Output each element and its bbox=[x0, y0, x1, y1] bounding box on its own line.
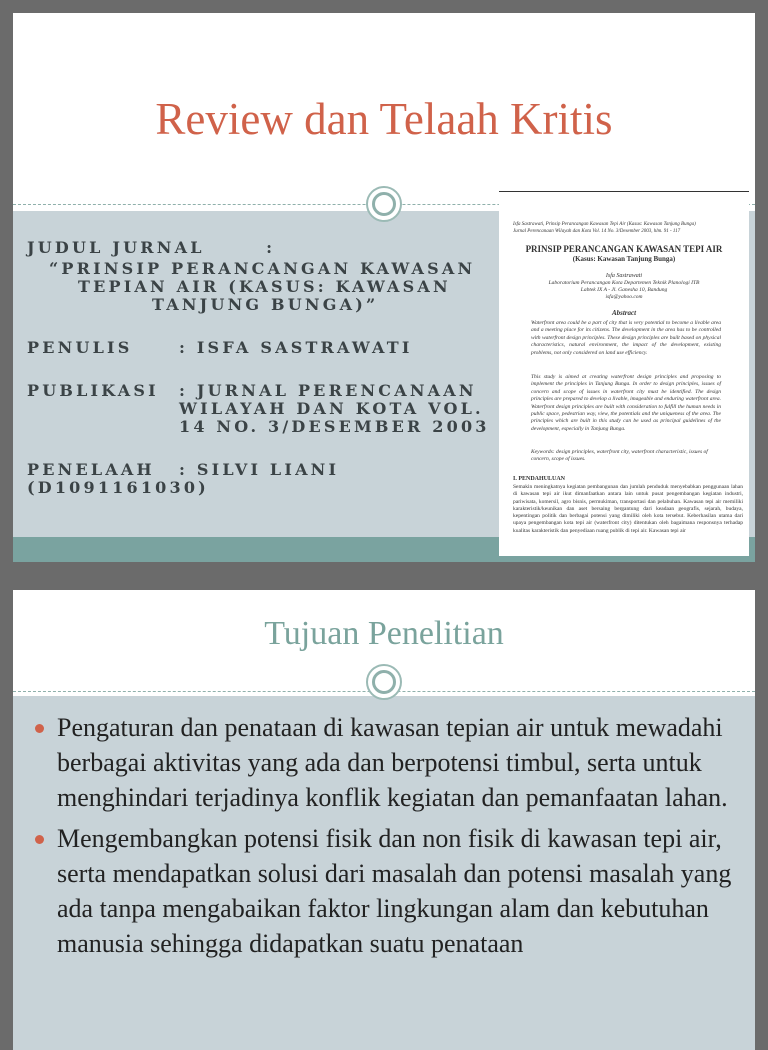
slide-title: Review dan Telaah Kritis bbox=[155, 94, 613, 144]
slide-tujuan-penelitian bbox=[13, 590, 755, 1050]
publikasi-line-2: WILAYAH DAN KOTA VOL. bbox=[179, 399, 484, 418]
bullet-item bbox=[29, 710, 749, 815]
bullet-dot-icon bbox=[35, 724, 44, 733]
paper-title: PRINSIP PERANCANGAN KAWASAN TEPI AIR bbox=[525, 244, 723, 254]
paper-body-text: Semakin meningkatnya kegiatan pembangunan dan jumlah penduduk menyebabkan penggunaan lahan di kawasan tepi air ikut dimanfaatkan antara lain untuk pusat pengembangan kegiatan industri, pariwisata, komersil, agro bisnis, permukiman, transportasi dan pelabuhan. Kawasan tepi air memiliki karakteristik/keunikan dan aset bersaing bergantung dari keadaan geografis, sejarah, budaya, kepentingan politik dan berbagai potensi yang dimiliki oleh kota tersebut. Keberhasilan utama dari upaya pengembangan kota tepi air (waterfront city) ditentukan oleh bagaimana responsnya terhadap kualitas karakteristik dan penyediaan ruang publik di tepi air. Kawasan tepi air bbox=[513, 484, 743, 534]
paper-author: Isfa Sastrawati bbox=[605, 273, 643, 279]
slide-title: Tujuan Penelitian bbox=[264, 615, 504, 652]
judul-label: JUDUL JURNAL : bbox=[27, 238, 276, 257]
paper-email: isfa@yahoo.com bbox=[605, 294, 643, 300]
paper-affiliation-1: Laboratorium Perancangan Kota Departemen Teknik Planologi ITB bbox=[548, 280, 700, 286]
penulis-value: : ISFA SASTRAWATI bbox=[179, 338, 413, 357]
slide-review bbox=[13, 13, 755, 562]
paper-header-1: Isfa Sastrawati, Prinsip Perancangan Kawasan Tepi Air (Kasus: Kawasan Tanjung Bunga) bbox=[513, 222, 696, 227]
penelaah-label: PENELAAH bbox=[27, 460, 155, 479]
bullet-item bbox=[29, 821, 749, 961]
bullet-text: Mengembangkan potensi fisik dan non fisik di kawasan tepi air, serta mendapatkan solusi dari masalah dan potensi masalah yang ada tanpa mengabaikan faktor lingkungan alam dan kebutuhan manusia sehingga didapatkan suatu penataan bbox=[57, 824, 732, 958]
paper-abstract-heading: Abstract bbox=[611, 309, 637, 317]
judul-line-3: TANJUNG BUNGA)” bbox=[152, 295, 379, 314]
paper-affiliation-2: Labtek IX A - Jl. Ganesha 10, Bandung bbox=[580, 287, 668, 293]
bullet-text: Pengaturan dan penataan di kawasan tepian air untuk mewadahi berbagai aktivitas yang ada dan berpotensi timbul, serta untuk menghindari terjadinya konflik kegiatan dan pemanfaatan lahan. bbox=[57, 713, 728, 812]
publikasi-label: PUBLIKASI bbox=[27, 381, 159, 400]
judul-line-2: TEPIAN AIR (KASUS: KAWASAN bbox=[78, 277, 451, 296]
bullet-dot-icon bbox=[35, 835, 44, 844]
journal-page-image bbox=[499, 192, 749, 556]
paper-subtitle: (Kasus: Kawasan Tanjung Bunga) bbox=[572, 255, 676, 263]
penelaah-value: : SILVI LIANI bbox=[179, 460, 340, 479]
paper-abstract-p1: Waterfront area could be a part of city that is very potential to become a livable area and a meeting place for its citizens. The development in the area has to be controlled with waterfront design principles. These design principles are built based on physical characteristics, natural environment, the impact of the development, existing problems, not only considered on land use efficiency. bbox=[531, 320, 721, 356]
divider-circle-ornament bbox=[366, 664, 402, 700]
bullet-list bbox=[29, 710, 749, 967]
paper-section-heading: I. PENDAHULUAN bbox=[513, 476, 566, 482]
publikasi-line-1: : JURNAL PERENCANAAN bbox=[179, 381, 477, 400]
paper-abstract-p2: This study is aimed at creating waterfront design principles and proposing to implement the principles in Tanjung Bunga. In order to design principles, issues of concern and scope of issues in waterfront city must be identified. The design principles are prepared to develop a livable, imageable and enduring waterfront area. Waterfront design principles are built with consideration to fulfill the human needs in public space, pedestrian way, view, the potentials and the uniqueness of the area. The principles which are built in this study can be used as principal guidelines of the development, especially in Tanjung Bunga. bbox=[531, 374, 721, 432]
divider-circle-ornament bbox=[366, 186, 402, 222]
publikasi-line-3: 14 NO. 3/DESEMBER 2003 bbox=[179, 417, 490, 436]
penelaah-id: (D1091161030) bbox=[27, 478, 209, 497]
paper-header-2: Jurnal Perencanaan Wilayah dan Kota Vol. 14 No. 3/Desember 2003, hlm. 91 - 117 bbox=[513, 229, 681, 234]
paper-keywords: Keywords: design principles, waterfront city, waterfront characteristic, issues of concern, scope of issues. bbox=[531, 449, 708, 463]
penulis-label: PENULIS bbox=[27, 338, 133, 357]
judul-line-1: “PRINSIP PERANCANGAN KAWASAN bbox=[49, 259, 476, 278]
